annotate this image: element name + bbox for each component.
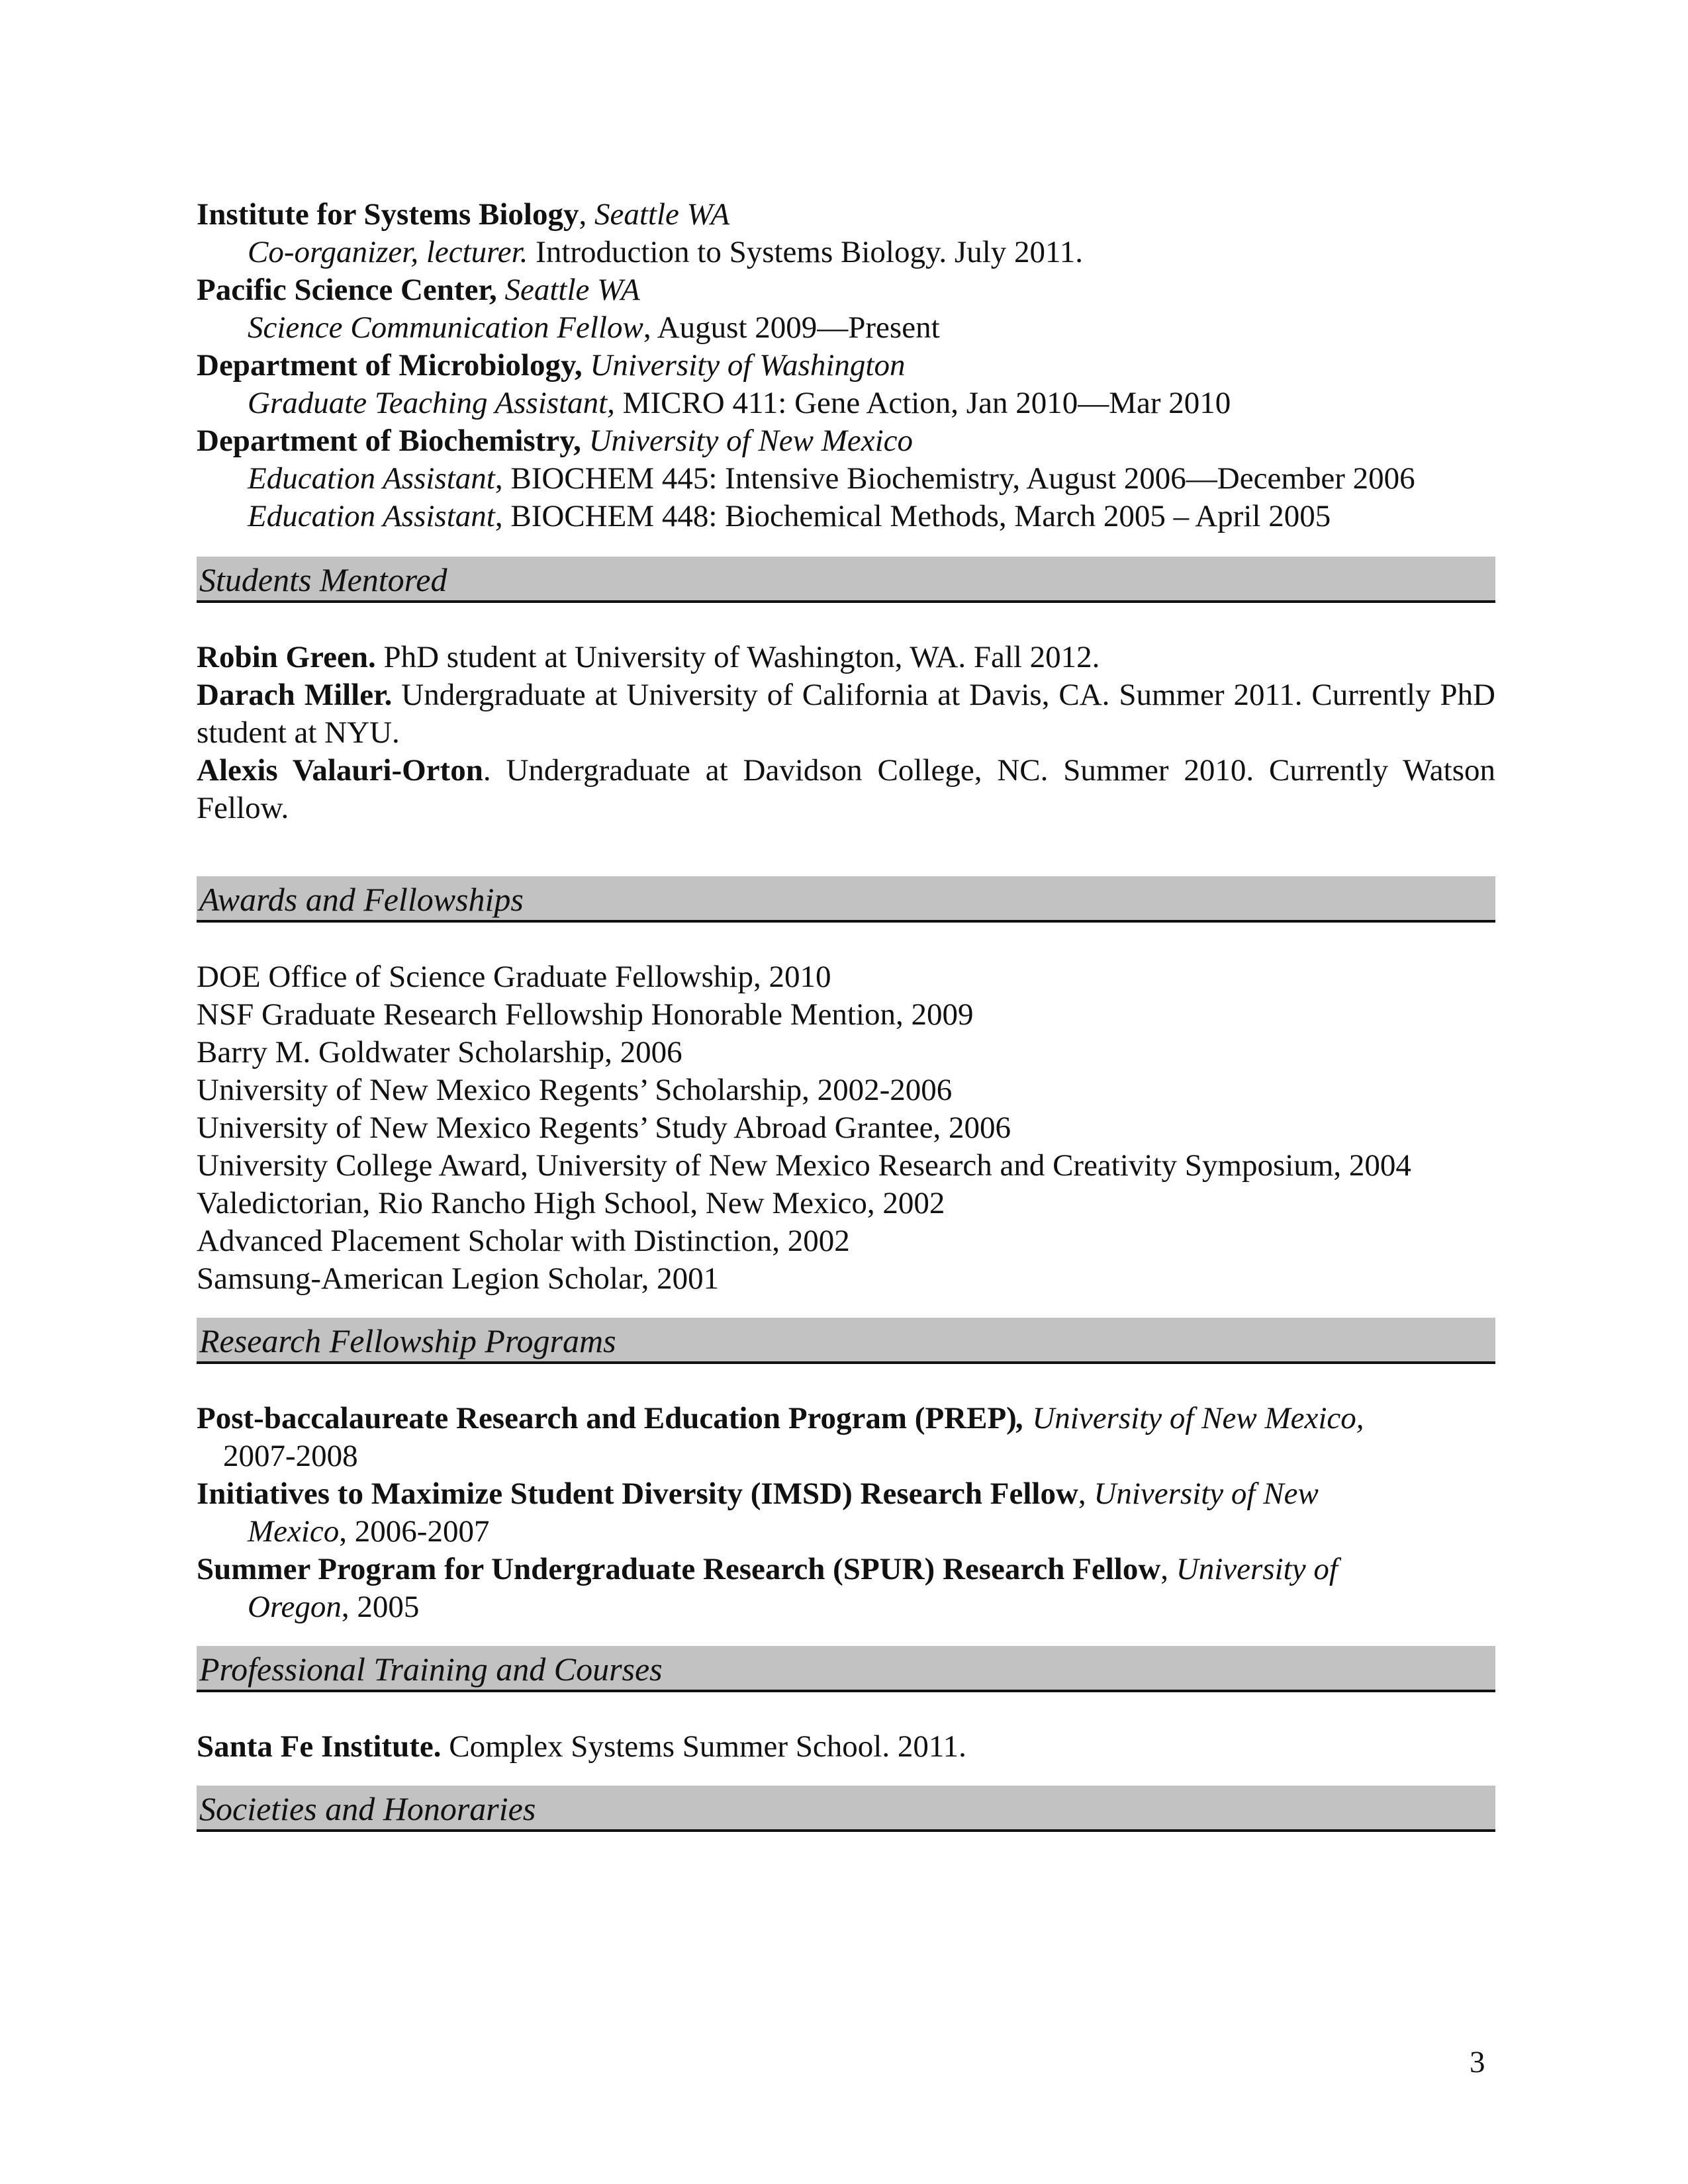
program-year: , 2005	[341, 1590, 420, 1624]
org-location: University of New Mexico	[588, 424, 914, 458]
award-item: Advanced Placement Scholar with Distinction, 2002	[197, 1224, 850, 1258]
cv-page	[197, 196, 1495, 1832]
award-item: Barry M. Goldwater Scholarship, 2006	[197, 1035, 682, 1069]
research-item-cont	[197, 1437, 1495, 1475]
separator: ,	[1016, 1401, 1025, 1435]
awards-list	[197, 958, 1495, 1298]
program-year: , 2006-2007	[339, 1514, 490, 1549]
program-institution: University of New Mexico,	[1032, 1401, 1364, 1435]
program-institution: University of	[1176, 1552, 1338, 1586]
award-item: DOE Office of Science Graduate Fellowship, 2010	[197, 960, 831, 994]
training-text: Complex Systems Summer School. 2011.	[441, 1729, 966, 1764]
student-name: Robin Green.	[197, 640, 376, 674]
program-title: Summer Program for Undergraduate Research (SPUR) Research Fellow	[197, 1552, 1161, 1586]
org-name: Department of Biochemistry,	[197, 424, 581, 458]
program-title: Post-baccalaureate Research and Education Program (PREP)	[197, 1401, 1017, 1435]
research-item	[197, 1475, 1495, 1513]
teaching-entry	[197, 196, 1495, 234]
role-line	[197, 234, 1495, 271]
training-name: Santa Fe Institute.	[197, 1729, 442, 1764]
award-item: Samsung-American Legion Scholar, 2001	[197, 1261, 720, 1296]
student-item	[197, 752, 1495, 827]
role-title: Science Communication Fellow	[248, 310, 643, 345]
section-heading-training: Professional Training and Courses	[197, 1646, 1495, 1692]
student-name: Darach Miller.	[197, 678, 393, 712]
role-title: Education Assistant	[248, 499, 495, 533]
award-item: University of New Mexico Regents’ Scholarship, 2002-2006	[197, 1073, 953, 1107]
role-detail: , BIOCHEM 448: Biochemical Methods, March 2005 – April 2005	[494, 499, 1331, 533]
program-year: 2007-2008	[223, 1439, 358, 1473]
training-item	[197, 1728, 1495, 1766]
role-detail: , August 2009—Present	[643, 310, 940, 345]
role-title: Graduate Teaching Assistant,	[248, 386, 615, 420]
student-item	[197, 639, 1495, 676]
role-line	[197, 460, 1495, 498]
research-item	[197, 1551, 1495, 1588]
research-item	[197, 1400, 1495, 1437]
teaching-list	[197, 196, 1495, 535]
org-location: University of Washington	[590, 348, 906, 383]
program-institution: University of New	[1094, 1477, 1319, 1511]
student-text: . Undergraduate at Davidson College, NC. Summer 2010. Currently Watson Fellow.	[197, 753, 1495, 825]
role-line	[197, 498, 1495, 535]
role-detail: MICRO 411: Gene Action, Jan 2010—Mar 2010	[614, 386, 1231, 420]
teaching-entry	[197, 271, 1495, 309]
training-list	[197, 1728, 1495, 1766]
teaching-entry	[197, 347, 1495, 385]
student-item	[197, 676, 1495, 752]
role-title: Education Assistant	[248, 461, 495, 496]
separator: ,	[1160, 1552, 1169, 1586]
section-heading-societies: Societies and Honoraries	[197, 1786, 1495, 1832]
award-item: NSF Graduate Research Fellowship Honorable Mention, 2009	[197, 997, 974, 1032]
separator: ,	[579, 197, 587, 232]
section-heading-awards: Awards and Fellowships	[197, 876, 1495, 923]
role-title: Co-organizer, lecturer.	[248, 235, 528, 269]
students-list	[197, 639, 1495, 827]
role-line	[197, 309, 1495, 347]
org-name: Pacific Science Center,	[197, 273, 497, 307]
research-item-cont	[197, 1588, 1495, 1626]
teaching-entry	[197, 422, 1495, 460]
award-item: Valedictorian, Rio Rancho High School, New Mexico, 2002	[197, 1186, 945, 1220]
program-institution-cont: Mexico	[248, 1514, 340, 1549]
student-text: Undergraduate at University of California at Davis, CA. Summer 2011. Currently PhD student at NYU.	[197, 678, 1496, 750]
org-location: Seattle WA	[594, 197, 730, 232]
award-item: University of New Mexico Regents’ Study Abroad Grantee, 2006	[197, 1111, 1011, 1145]
org-location: Seattle WA	[504, 273, 640, 307]
separator: ,	[1078, 1477, 1086, 1511]
org-name: Department of Microbiology,	[197, 348, 583, 383]
student-text: PhD student at University of Washington, WA. Fall 2012.	[375, 640, 1100, 674]
program-institution-cont: Oregon	[248, 1590, 342, 1624]
role-detail: , BIOCHEM 445: Intensive Biochemistry, August 2006—December 2006	[494, 461, 1415, 496]
award-item: University College Award, University of New Mexico Research and Creativity Symposium, 2004	[197, 1148, 1411, 1183]
section-heading-research: Research Fellowship Programs	[197, 1318, 1495, 1364]
org-name: Institute for Systems Biology	[197, 197, 579, 232]
section-heading-students: Students Mentored	[197, 557, 1495, 603]
research-item-cont	[197, 1513, 1495, 1551]
research-list	[197, 1400, 1495, 1626]
student-name: Alexis Valauri-Orton	[197, 753, 483, 788]
role-line	[197, 385, 1495, 422]
page-number: 3	[1470, 2045, 1485, 2079]
program-title: Initiatives to Maximize Student Diversity (IMSD) Research Fellow	[197, 1477, 1078, 1511]
role-detail: Introduction to Systems Biology. July 2011.	[528, 235, 1084, 269]
